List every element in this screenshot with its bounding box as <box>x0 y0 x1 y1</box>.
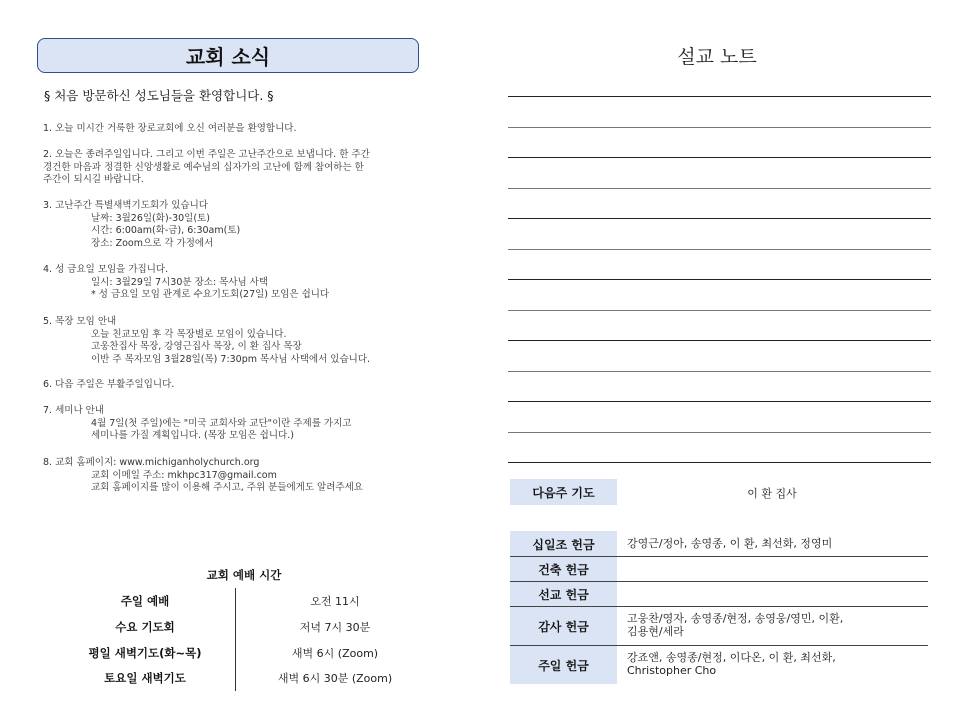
note-line <box>508 401 931 402</box>
announcement-line: 8. 교회 홈페이지: www.michiganholychurch.org <box>43 457 260 468</box>
offering-name-line: 강죠앤, 송영종/현정, 이다온, 이 환, 최선화, <box>627 651 836 664</box>
announcement-detail: 이반 주 목자모임 3월28일(목) 7:30pm 목사님 사택에서 있습니다. <box>91 353 371 365</box>
note-line <box>508 279 931 280</box>
announcement-2 <box>43 149 428 187</box>
offering-names-tithe: 강영근/정아, 송영종, 이 환, 최선화, 정영미 <box>627 537 833 550</box>
note-line <box>508 462 931 463</box>
news-title: 교회 소식 <box>185 45 271 69</box>
service-row <box>60 670 440 694</box>
announcement-detail: 교회 홈페이지를 많이 이용해 주시고, 주위 분들에게도 알려주세요 <box>91 482 363 493</box>
service-times-title: 교회 예배 시간 <box>206 568 282 582</box>
offering-name-line: 고웅찬/영자, 송영종/현정, 송영웅/영민, 이환, <box>627 612 844 625</box>
announcement-line: 7. 세미나 안내 <box>43 405 104 416</box>
announcement-line: 4. 성 금요일 모임을 가집니다. <box>43 264 169 275</box>
announcement-detail: 교회 이메일 주소: mkhpc317@gmail.com <box>91 469 277 481</box>
announcement-1 <box>43 123 428 136</box>
note-line <box>508 127 931 128</box>
service-name: 주일 예배 <box>120 594 170 608</box>
service-time: 저녁 7시 30분 <box>299 621 371 634</box>
service-name: 토요일 새벽기도 <box>104 671 186 685</box>
note-line <box>508 188 931 189</box>
announcement-detail: * 성 금요일 모임 관계로 수요기도회(27일) 모임은 쉽니다 <box>91 289 330 300</box>
announcement-8 <box>43 457 428 495</box>
announcement-5 <box>43 316 428 366</box>
announcement-4 <box>43 264 428 302</box>
announcement-detail: 오늘 친교모임 후 각 목장별로 모임이 있습니다. <box>91 328 287 340</box>
announcement-detail: 고웅찬집사 목장, 강영근집사 목장, 이 환 집사 목장 <box>91 341 302 352</box>
offering-label-building: 건축 헌금 <box>510 557 617 581</box>
announcement-line: 3. 고난주간 특별새벽기도회가 있습니다 <box>43 200 208 211</box>
offering-names-thanks <box>627 612 843 638</box>
offering-names-sunday <box>627 651 836 677</box>
announcement-detail: 시간: 6:00am(화-금), 6:30am(토) <box>91 225 241 236</box>
offering-name-line: 김용현/세라 <box>627 625 684 638</box>
note-line <box>508 218 931 219</box>
announcement-6 <box>43 379 428 392</box>
announcement-line: 2. 오늘은 종려주일입니다. 그리고 이번 주일은 고난주간으로 보냅니다. 한 주간 <box>43 149 370 160</box>
service-row <box>60 645 440 669</box>
announcement-line: 5. 목장 모임 안내 <box>43 316 117 327</box>
service-name: 수요 기도회 <box>115 620 175 634</box>
news-title-box <box>37 38 419 73</box>
announcement-line: 주간이 되시길 바랍니다. <box>43 174 144 185</box>
announcement-line: 6. 다음 주일은 부활주일입니다. <box>43 379 175 390</box>
service-time: 새벽 6시 (Zoom) <box>291 647 379 660</box>
service-time: 새벽 6시 30분 (Zoom) <box>277 672 393 685</box>
note-line <box>508 157 931 158</box>
offering-label-tithe: 십일조 헌금 <box>510 531 617 557</box>
offering-label-sunday: 주일 헌금 <box>510 646 617 684</box>
announcement-detail: 일시: 3월29일 7시30분 장소: 목사님 사택 <box>91 276 269 288</box>
announcement-detail: 날짜: 3월26일(화)-30일(토) <box>91 212 210 224</box>
announcement-3 <box>43 200 428 250</box>
note-line <box>508 249 931 250</box>
announcement-detail: 4월 7일(첫 주일)에는 "미국 교회사와 교단"이란 주제를 가지고 <box>91 417 352 429</box>
service-row <box>60 593 440 617</box>
service-row <box>60 619 440 643</box>
sermon-notes-title: 설교 노트 <box>677 46 757 68</box>
announcement-detail: 장소: Zoom으로 각 가정에서 <box>91 237 214 249</box>
announcement-line: 경건한 마음과 정결한 신앙생활로 예수님의 십자가의 고난에 함께 참여하는 한 <box>43 161 364 173</box>
note-line <box>508 340 931 341</box>
prayer-value: 이 환 집사 <box>747 487 797 500</box>
offering-name-line: Christopher Cho <box>627 664 717 677</box>
note-line <box>508 371 931 372</box>
prayer-label: 다음주 기도 <box>510 479 617 505</box>
note-line <box>508 96 931 97</box>
offering-label-thanks: 감사 헌금 <box>510 607 617 645</box>
offering-label-mission: 선교 헌금 <box>510 582 617 606</box>
announcement-7 <box>43 405 428 443</box>
note-line <box>508 432 931 433</box>
announcement-line: 1. 오늘 미시간 거룩한 장로교회에 오신 여러분을 환영합니다. <box>43 123 297 134</box>
announcement-detail: 세미나를 가질 계획입니다. (목장 모임은 쉽니다.) <box>91 430 294 441</box>
welcome-message: § 처음 방문하신 성도님들을 환영합니다. § <box>44 88 274 103</box>
note-line <box>508 310 931 311</box>
service-time: 오전 11시 <box>310 595 360 608</box>
service-name: 평일 새벽기도(화~목) <box>88 646 202 660</box>
